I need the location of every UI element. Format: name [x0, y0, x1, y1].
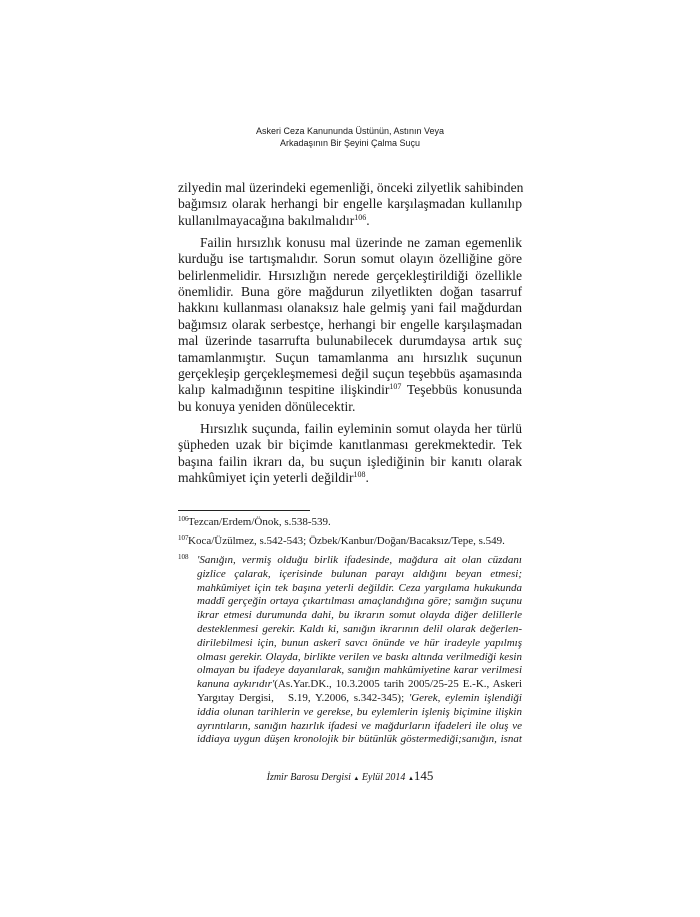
footnote-line: 'Sanığın, vermiş olduğu birlik ifadesinde, mağdura ait olan cüzdanı: [197, 554, 522, 566]
footnote-line: [197, 692, 522, 706]
footnote-108: [178, 554, 522, 747]
page-number: 145: [413, 768, 434, 783]
text-line: mal üzerinde tasarrufta bulunabilecek durumdaysa artık suç: [178, 333, 522, 349]
text-line: [178, 213, 522, 229]
text-line: gerçekleşip gerçekleşmemesi değil suçun teşebbüs aşamasında: [178, 366, 522, 382]
footnote-ref[interactable]: 106: [354, 212, 367, 222]
footnote-line: maddî gerçeğin ortaya çıkartılması amaçlandığına göre; sanığın suçunu: [197, 595, 522, 608]
text: .: [365, 470, 369, 486]
separator-icon: ▲: [353, 776, 360, 782]
text-line: Hırsızlık suçunda, failin eyleminin somut olayda her türlü: [200, 420, 522, 436]
footnote-line: mahkûmiyet için tek başına yeterli değildir. Ceza yargılama hukukunda: [197, 581, 522, 594]
footnote-text: Tezcan/Erdem/Önok, s.538-539.: [188, 516, 331, 528]
footnote-line: desteklenmesi gerekir. Kaldı ki, sanığın ikrarının delil olarak değerlen-: [197, 622, 522, 635]
footnote-line: iddiaya uygun düşen kronolojik bir bütünlük göstermediği;sanığın, isnat: [197, 733, 522, 746]
text: .: [366, 212, 370, 228]
footnote-line: iddia olunan tarihlerin ve gerekse, bu eylemlerin işleniş biçimine ilişkin: [197, 705, 522, 718]
footnote-line: olmayan bu ifadeye dayanılarak, sanığın mahkûmiyetine karar verilmesi: [197, 664, 522, 677]
text: kullanılmayacağına bakılmalıdır: [178, 212, 355, 228]
citation: (As.Yar.DK., 10.3.2005 tarih 2005/25-25 E.-K., Askeri: [274, 678, 523, 691]
footnote-number: 107: [178, 534, 189, 542]
footnote-separator: [178, 510, 310, 511]
citation: Yargıtay Dergisi, S.19, Y.2006, s.342-345);: [197, 691, 409, 704]
text: 'Gerek, eylemin işlendiği: [408, 691, 522, 704]
footnote-line: olması gerekir. Olayda, birlikte verilen ve baskı altında verilmediği kesin: [197, 650, 522, 663]
issue-date: Eylül 2014: [361, 772, 406, 783]
text: mahkûmiyet için yeterli değildir: [178, 470, 354, 486]
footnote-ref[interactable]: 107: [389, 382, 402, 392]
separator-icon: ▲: [407, 776, 414, 782]
text-line: bu konuya yeniden dönülecektir.: [178, 398, 356, 414]
body-text: [178, 180, 522, 492]
running-header-line-1: Askeri Ceza Kanununda Üstünün, Astının Veya: [255, 126, 445, 136]
footnote-number: 108: [178, 553, 189, 561]
journal-name: İzmir Barosu Dergisi: [266, 772, 351, 783]
text: kalıp kalmadığının tespitine ilişkindir: [178, 382, 390, 398]
text: kanuna aykırıdır': [197, 678, 275, 691]
footnote-line: ikrar etmesi durumunda dahi, bu ikrarın somut olayda diğer delillerle: [197, 609, 522, 622]
text-line: bağımsız olarak herhangi bir engelle karşılaşmadan kullanılıp: [178, 196, 522, 212]
page-footer: [0, 768, 700, 784]
footnote-106: [178, 516, 522, 530]
text-line: kurduğu ise tartışmalıdır. Sorun somut olayın özelliğine göre: [178, 251, 522, 267]
paragraph-2: [178, 235, 522, 415]
paragraph-1: [178, 180, 522, 229]
footnote-line: [197, 678, 522, 692]
text: Teşebbüs konusunda: [401, 382, 522, 398]
footnote-number: 106: [178, 515, 189, 523]
footnote-line: dirilebilmesi için, bunun askerî savcı önünde ve hür iradeyle yapılmış: [197, 636, 522, 649]
text-line: tamamlanmıştır. Suçun tamamlanma anı hırsızlık suçunun: [178, 349, 522, 365]
footnote-text: Koca/Üzülmez, s.542-543; Özbek/Kanbur/Doğan/Bacaksız/Tepe, s.549.: [188, 535, 505, 547]
paragraph-3: [178, 421, 522, 487]
text-line: şüpheden uzak bir biçimde kanıtlanması gerekmektedir. Tek: [178, 437, 522, 453]
footnote-107: [178, 535, 522, 549]
text-line: [178, 382, 522, 398]
text-line: başına failin ikrarı da, bu suçun işlediğinin bir kanıtı olarak: [178, 453, 522, 469]
running-header-line-2: Arkadaşının Bir Şeyini Çalma Suçu: [279, 138, 421, 148]
footnote-line: gizlice çalarak, içerisinde bulunan parayı aldığını beyan etmesi;: [197, 567, 522, 580]
text-line: zilyedin mal üzerindeki egemenliği, önceki zilyetlik sahibinden: [178, 180, 524, 195]
text-line: [178, 470, 522, 486]
text-line: hakkını kullanması olanaksız hale gelmiş yani fail mağdurdan: [178, 300, 522, 316]
text-line: belirlenmelidir. Hırsızlığın nerede gerçekleştirildiği özellikle: [178, 267, 522, 283]
text-line: Failin hırsızlık konusu mal üzerinde ne zaman egemenlik: [200, 234, 522, 250]
footnote-line: ayrıntıların, sanığın hazırlık ifadesi ve mağdurların ifadeleri ile oluş ve: [197, 719, 522, 732]
text-line: bağımsız olarak serbestçe, herhangi bir engelle karşılaşmadan: [178, 316, 522, 332]
text-line: önemlidir. Buna göre mağdurun zilyetlikten doğan tasarruf: [178, 284, 522, 300]
footnote-ref[interactable]: 108: [353, 470, 366, 480]
